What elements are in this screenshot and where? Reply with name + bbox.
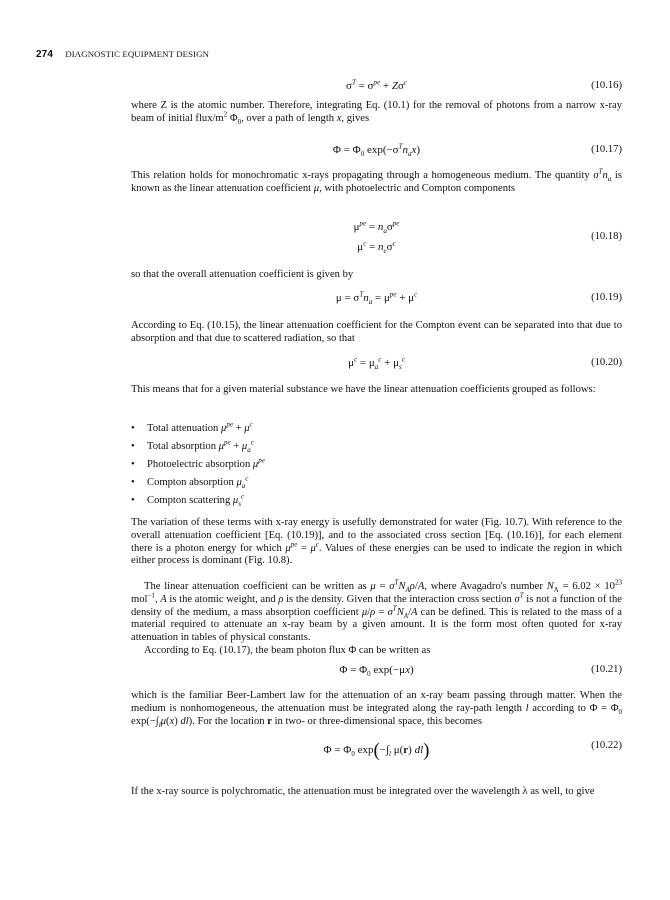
equation-number: (10.17) bbox=[591, 144, 622, 155]
equation-number: (10.16) bbox=[591, 80, 622, 91]
equation-10-21 bbox=[131, 664, 622, 680]
equation-number: (10.22) bbox=[591, 740, 622, 751]
list-item: • Photoelectric absorption $\mu^{pe}$ bbox=[131, 456, 265, 470]
page-number: 274 bbox=[36, 49, 53, 60]
equation-10-16 bbox=[131, 80, 622, 96]
list-item: • Compton absorption $\mu_a^c$ bbox=[131, 474, 249, 491]
equation-10-22 bbox=[131, 740, 622, 761]
paragraph-3: so that the overall attenuation coefficient is given by bbox=[131, 269, 354, 280]
equation-body: $\sigma^T = \sigma^{pe} + Z\sigma^c$ bbox=[346, 78, 407, 92]
equation-body: $\Phi = \Phi_0$ $\exp(-\sigma^Tn_ax)$ bbox=[332, 142, 421, 159]
paragraph-9: which is the familiar Beer-Lambert law for the attenuation of an x-ray beam passing through matter. When the medium is nonhomogeneous, the attenuation must be integrated along the ray-path length l according to $\Phi = \Phi_0$ $\exp(-\int_l\mu(x)$ dl). For the location r in two- or three-dimensional space, this becomes bbox=[131, 690, 623, 729]
equation-body: $\Phi = \Phi_0$ exp(−μx) bbox=[339, 664, 414, 679]
equation-number: (10.19) bbox=[591, 292, 622, 303]
equation-10-19 bbox=[131, 292, 622, 308]
equation-line: $\mu^c = n_e\sigma^c$ bbox=[357, 239, 396, 256]
list-item: • Total absorption $\mu^{pe} + \mu_a^c$ bbox=[131, 438, 254, 455]
page-header bbox=[36, 49, 209, 60]
paragraph-2: This relation holds for monochromatic x-rays propagating through a homogeneous medium. The quantity $\sigma^Tn_a$ is known as the linear attenuation coefficient μ, with photoelectric and Compton components bbox=[131, 167, 622, 194]
paragraph-5: This means that for a given material substance we have the linear attenuation coefficients grouped as follows: bbox=[131, 384, 596, 395]
equation-10-18 bbox=[131, 221, 622, 263]
equation-line: $\mu^{pe} = n_a\sigma^{pe}$ bbox=[353, 219, 400, 236]
list-item: • Compton scattering $\mu_s^c$ bbox=[131, 492, 245, 509]
equation-body: $\mu^c = \mu_a^c + \mu_s^c$ bbox=[348, 355, 405, 372]
equation-body: $\Phi = \Phi_0$ $\exp(-\int_l$ μ(r) dl) bbox=[323, 740, 430, 761]
equation-number: (10.20) bbox=[591, 357, 622, 368]
paragraph-1: where Z is the atomic number. Therefore, integrating Eq. (10.1) for the removal of photons from a narrow x-ray beam of initial flux/$m^2$ $\Phi_0$, over a path of length x, gives bbox=[131, 100, 622, 126]
equation-10-17 bbox=[131, 144, 622, 160]
paragraph-4: According to Eq. (10.15), the linear attenuation coefficient for the Compton event can be separated into that due to absorption and that due to scattered radiation, so that bbox=[131, 320, 622, 344]
equation-10-20 bbox=[131, 357, 622, 373]
paragraph-10: If the x-ray source is polychromatic, the attenuation must be integrated over the wavelength λ as well, to give bbox=[131, 786, 595, 797]
equation-number: (10.18) bbox=[591, 231, 622, 242]
running-title: DIAGNOSTIC EQUIPMENT DESIGN bbox=[65, 49, 210, 59]
equation-number: (10.21) bbox=[591, 664, 622, 675]
list-item: • Total attenuation $\mu^{pe} + \mu^c$ bbox=[131, 420, 253, 434]
paragraph-7: The linear attenuation coefficient can be written as $\mu = \sigma^TN_A\rho/A$, where Avagadro's number $N_A = 6.02 \times 10^{23}$ mol$^{-1}$, A is the atomic weight, and ρ is the density. Given that the interaction cross section $\sigma^T$ is not a function of the density of the medium, a mass absorption coefficient $\mu/\rho = \sigma^TN_A/A$ can be defined. This is related to the mass of a material required to attenuate an x-ray beam by a given amount. It is the form most often quoted for x-ray attenuation in tables of physical constants. bbox=[131, 578, 622, 644]
equation-body: $\mu = \sigma^Tn_a = \mu^{pe} + \mu^c$ bbox=[335, 290, 418, 307]
paragraph-8: According to Eq. (10.17), the beam photon flux Φ can be written as bbox=[144, 645, 431, 656]
paragraph-6: The variation of these terms with x-ray energy is usefully demonstrated for water (Fig. 10.7). With reference to the overall attenuation coefficient [Eq. (10.19)], and to the associated cross section [Eq. (10.16)], for each element there is a photon energy for which $\mu^{pe} = \mu^c$. Values of these energies can be used to indicate the region in which either process is dominant (Fig. 10.8). bbox=[131, 517, 622, 567]
